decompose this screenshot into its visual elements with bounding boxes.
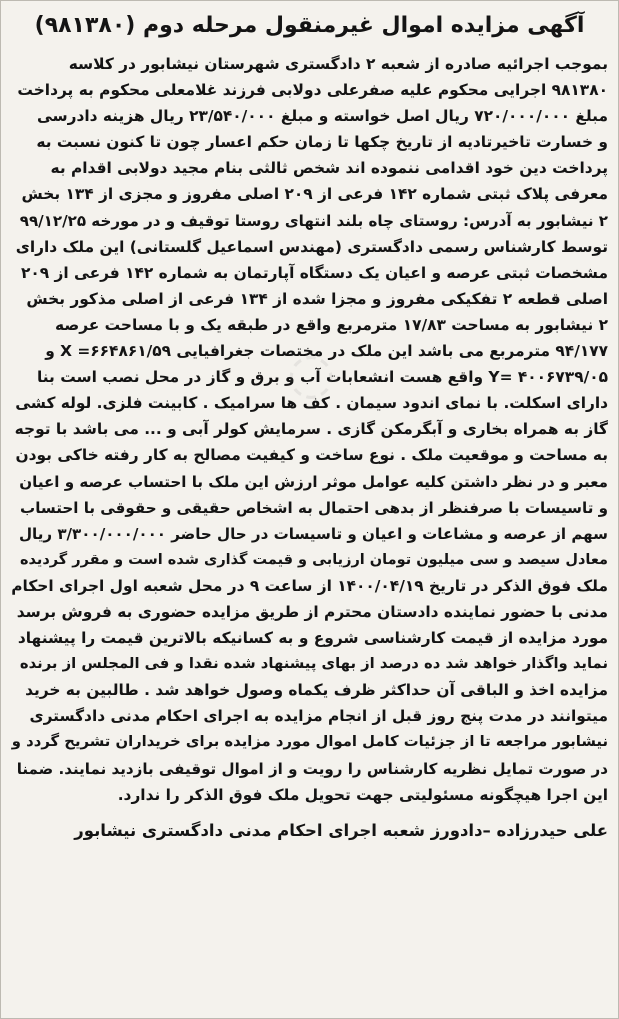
notice-line: مدنی با حضور نماینده دادستان محترم از طریق مزایده حضوری به فروش برسد bbox=[16, 602, 608, 621]
notice-line: نماید واگذار خواهد شد ده درصد از بهای پیشنهاد شده نقدا و فی المجلس از برنده bbox=[19, 655, 608, 673]
notice-line: میتوانند در مدت پنج روز قبل از انجام مزایده به اجرای احکام مدنی دادگستری bbox=[29, 707, 608, 726]
notice-line: ۲ نیشابور به آدرس: روستای چاه بلند انتهای روستا توقیف و در مورخه ۹۹/۱۲/۲۵ bbox=[19, 211, 608, 230]
notice-line: ۹۴/۱۷۷ مترمربع می باشد این ملک در مختصات جغرافیایی ۶۶۴۸۶۱/۵۹= X و bbox=[45, 342, 608, 361]
notice-line: مبلغ ۷۲۰/۰۰۰/۰۰۰ ریال اصل خواسته و مبلغ ۲۳/۵۴۰/۰۰۰ ریال هزینه دادرسی bbox=[36, 107, 608, 126]
notice-line: به مساحت و موقعیت ملک . نوع ساخت و کیفیت مصالح به کار رفته خاکی بودن bbox=[15, 446, 608, 465]
notice-line: گاز به همراه بخاری و آبگرمکن گازی . سرمایش کولر آبی و ... می باشد با توجه bbox=[14, 420, 608, 439]
notice-line: معبر و در نظر داشتن کلیه عوامل موثر ارزش این ملک با احتساب عرصه و اعیان bbox=[19, 472, 608, 491]
notice-line: مورد مزایده از قیمت کارشناسی شروع و به کسانیکه بالاترین قیمت را پیشنهاد bbox=[17, 629, 608, 648]
notice-line: پرداخت دین خود اقدامی ننموده اند شخص ثالثی بنام مجید دولابی اقدام به bbox=[50, 159, 608, 178]
notice-line: دارای اسکلت. با نمای اندود سیمان . کف ها سرامیک . کابینت فلزی. لوله کشی bbox=[15, 394, 608, 413]
notice-body bbox=[11, 51, 608, 808]
notice-line: ۴۰۰۶۷۳۹/۰۵ =Y واقع هست انشعابات آب و برق و گاز در محل نصب است بنا bbox=[37, 368, 608, 387]
notice-line: مشخصات ثبتی عرصه و اعیان یک دستگاه آپارتمان به شماره ۱۴۲ فرعی از ۲۰۹ bbox=[20, 263, 608, 282]
watermark-logo: ◌ bbox=[286, 341, 336, 406]
notice-line: سهم از عرصه و مشاعات و اعیان و تاسیسات در حال حاضر ۳/۳۰۰/۰۰۰/۰۰۰ ریال bbox=[18, 524, 608, 543]
notice-line: در صورت تمایل نظریه کارشناس را رویت و از اموال توقیفی بازدید نمایند. ضمنا bbox=[16, 759, 608, 778]
notice-line: و خسارت تاخیرتادیه از تاریخ چکها تا زمان حکم اعسار چون تا کنون نسبت به bbox=[36, 133, 608, 152]
notice-line: بموجب اجرائیه صادره از شعبه ۲ دادگستری شهرستان نیشابور در کلاسه bbox=[68, 55, 608, 73]
notice-signature: علی حیدرزاده –دادورز شعبه اجرای احکام مدنی دادگستری نیشابور bbox=[74, 820, 608, 840]
notice-line: و تاسیسات با صرفنظر از بدهی احتمال به اشخاص حقیقی و حقوقی با احتساب bbox=[20, 498, 608, 517]
notice-line: ۹۸۱۳۸۰ اجرایی محکوم علیه صفرعلی دولابی فرزند غلامعلی محکوم به پرداخت bbox=[17, 81, 608, 100]
notice-line: این اجرا هیچگونه مسئولیتی جهت تحویل ملک فوق الذکر را ندارد. bbox=[117, 785, 608, 804]
notice-line: اصلی قطعه ۲ تفکیکی مفروز و مجزا شده از ۱۳۴ فرعی از اصلی مذکور بخش bbox=[26, 289, 608, 308]
notice-line: ۲ نیشابور به مساحت ۱۷/۸۳ مترمربع واقع در طبقه یک و با مساحت عرصه bbox=[54, 315, 608, 334]
notice-title: آگهی مزایده اموال غیرمنقول مرحله دوم (۹۸۱۳۸۰) bbox=[34, 13, 585, 38]
notice-line: توسط کارشناس رسمی دادگستری (مهندس اسماعیل گلستانی) این ملک دارای bbox=[15, 237, 608, 256]
notice-line: مزایده اخذ و الباقی آن حداکثر ظرف یکماه وصول خواهد شد . طالبین به خرید bbox=[25, 681, 608, 700]
notice-line: معرفی پلاک ثبتی شماره ۱۴۲ فرعی از ۲۰۹ اصلی مفروز و مجزی از ۱۳۴ بخش bbox=[21, 185, 608, 204]
notice-line: ملک فوق الذکر در تاریخ ۱۴۰۰/۰۴/۱۹ از ساعت ۹ در محل شعبه اول اجرای احکام bbox=[11, 576, 608, 595]
notice-line: معادل سیصد و سی میلیون تومان ارزیابی و قیمت گذاری شده است و مقرر گردیده bbox=[19, 551, 608, 568]
notice-line: نیشابور مراجعه تا از جزئیات کامل اموال مورد مزایده برای خریداران تشریح گردد و bbox=[11, 733, 608, 751]
